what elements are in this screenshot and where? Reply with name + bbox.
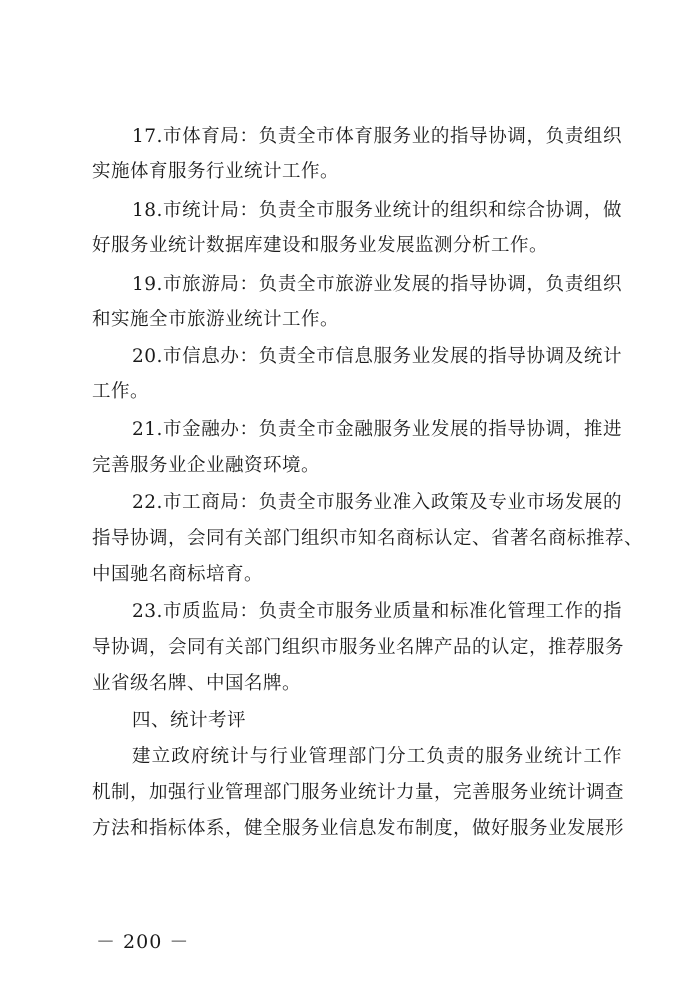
paragraph-22-line-3: 中国驰名商标培育。 — [92, 564, 264, 585]
paragraph-20-line-1: 20.市信息办：负责全市信息服务业发展的指导协调及统计 — [132, 346, 622, 367]
paragraph-final-line-1: 建立政府统计与行业管理部门分工负责的服务业统计工作 — [132, 746, 622, 767]
paragraph-19-line-2: 和实施全市旅游业统计工作。 — [92, 309, 340, 330]
paragraph-17-line-2: 实施体育服务行业统计工作。 — [92, 161, 340, 182]
page-number: － 200 － — [96, 931, 190, 953]
paragraph-20-line-2: 工作。 — [92, 381, 150, 402]
section-heading: 四、统计考评 — [132, 710, 247, 731]
paragraph-23-line-2: 导协调，会同有关部门组织市服务业名牌产品的认定，推荐服务 — [92, 637, 625, 658]
paragraph-final-line-2: 机制，加强行业管理部门服务业统计力量，完善服务业统计调查 — [92, 782, 625, 803]
paragraph-19-line-1: 19.市旅游局：负责全市旅游业发展的指导协调，负责组织 — [132, 274, 622, 295]
paragraph-18-line-1: 18.市统计局：负责全市服务业统计的组织和综合协调，做 — [132, 200, 622, 221]
paragraph-final-line-3: 方法和指标体系，健全服务业信息发布制度，做好服务业发展形 — [92, 818, 625, 839]
paragraph-23-line-1: 23.市质监局：负责全市服务业质量和标准化管理工作的指 — [132, 601, 622, 622]
paragraph-22-line-1: 22.市工商局：负责全市服务业准入政策及专业市场发展的 — [132, 492, 622, 513]
paragraph-18-line-2: 好服务业统计数据库建设和服务业发展监测分析工作。 — [92, 235, 549, 256]
paragraph-23-line-3: 业省级名牌、中国名牌。 — [92, 673, 302, 694]
paragraph-21-line-1: 21.市金融办：负责全市金融服务业发展的指导协调，推进 — [132, 419, 622, 440]
paragraph-22-line-2: 指导协调，会同有关部门组织市知名商标认定、省著名商标推荐、 — [92, 528, 644, 549]
paragraph-21-line-2: 完善服务业企业融资环境。 — [92, 455, 321, 476]
paragraph-17-line-1: 17.市体育局：负责全市体育服务业的指导协调，负责组织 — [132, 126, 622, 147]
